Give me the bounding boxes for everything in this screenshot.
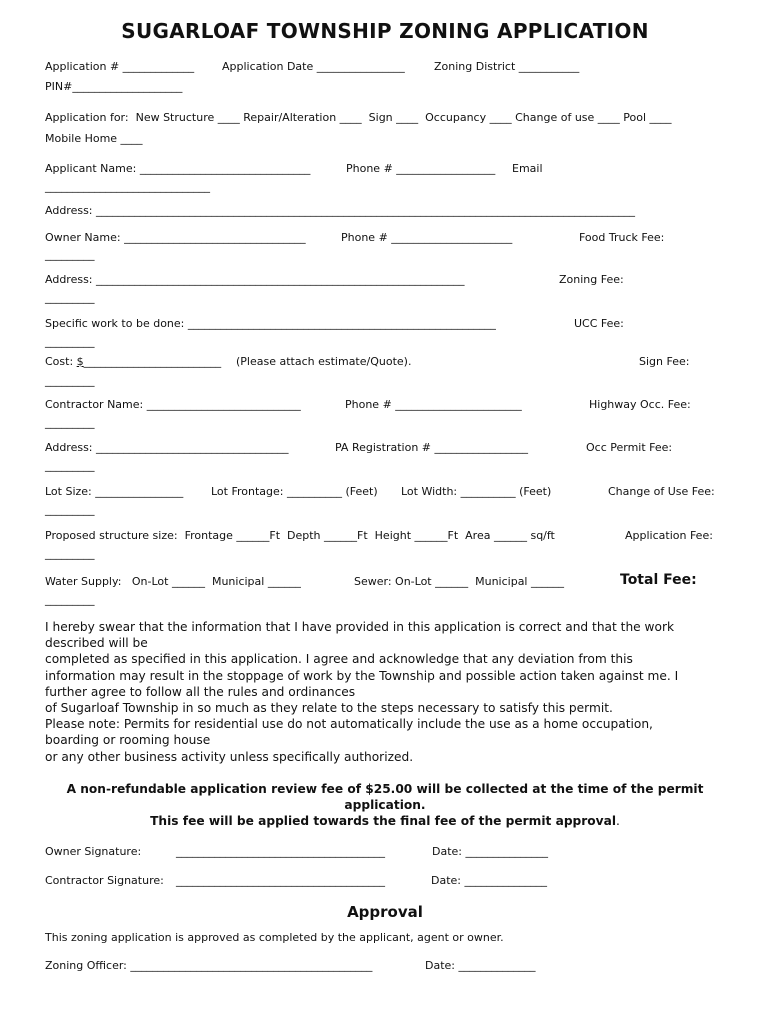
statement-line: I hereby swear that the information that I have provided in this application is correct and that the work xyxy=(45,620,675,634)
ucc-fee-field[interactable]: _________ xyxy=(45,335,95,348)
statement-line: or any other business activity unless specifically authorized. xyxy=(45,749,414,764)
cost-dollar-sign: $ xyxy=(76,355,84,368)
contractor-phone-field[interactable]: Phone # _______________________ xyxy=(345,398,522,411)
statement-line: information may result in the stoppage of work by the Township and possible action taken against me. I xyxy=(45,668,679,683)
applicant-email-label: Email xyxy=(512,162,543,175)
cost-input-line[interactable]: _________________________ xyxy=(83,355,222,368)
pin-field[interactable]: PIN#____________________ xyxy=(45,80,183,93)
statement-line: completed as specified in this application. I agree and acknowledge that any deviation from this xyxy=(45,652,633,667)
total-fee-label: Total Fee: xyxy=(620,572,697,588)
sewer-field[interactable]: Sewer: On-Lot ______ Municipal ______ xyxy=(354,575,564,588)
occ-permit-fee-field[interactable]: _________ xyxy=(45,459,95,472)
cost-label: Cost: xyxy=(45,355,77,368)
application-date-field[interactable]: Application Date ________________ xyxy=(222,60,405,73)
fee-notice-line: A non-refundable application review fee of $25.00 will be collected at the time of the permit xyxy=(66,782,704,796)
applicant-phone-field[interactable]: Phone # __________________ xyxy=(346,162,496,175)
application-fee-field[interactable]: _________ xyxy=(45,547,95,560)
zoning-officer-date-field[interactable]: Date: ______________ xyxy=(425,959,536,972)
application-fee-label: Application Fee: xyxy=(625,529,713,542)
zoning-district-field[interactable]: Zoning District ___________ xyxy=(434,60,580,73)
owner-address-field[interactable]: Address: ___________________________________________________________________ xyxy=(45,273,465,286)
contractor-signature-date-field[interactable]: Date: _______________ xyxy=(431,874,547,887)
change-of-use-fee-label: Change of Use Fee: xyxy=(608,485,715,498)
contractor-name-field[interactable]: Contractor Name: ____________________________ xyxy=(45,398,301,411)
specific-work-field[interactable]: Specific work to be done: ________________________________________________________ xyxy=(45,317,496,330)
application-for-options[interactable]: Application for: New Structure ____ Repair/Alteration ____ Sign ____ Occupancy ____ Change of use ____ Pool ____ xyxy=(45,111,672,124)
water-supply-field[interactable]: Water Supply: On-Lot ______ Municipal ______ xyxy=(45,575,301,588)
food-truck-fee-label: Food Truck Fee: xyxy=(579,231,665,244)
cost-field[interactable] xyxy=(45,355,221,368)
applicant-name-field[interactable]: Applicant Name: _______________________________ xyxy=(45,162,311,175)
sign-fee-field[interactable]: _________ xyxy=(45,374,95,387)
cost-note: (Please attach estimate/Quote). xyxy=(236,355,412,368)
contractor-signature-field[interactable]: ______________________________________ xyxy=(176,874,385,887)
lot-width-field[interactable]: Lot Width: __________ (Feet) xyxy=(401,485,552,498)
fee-notice-line xyxy=(45,813,725,829)
sign-fee-label: Sign Fee: xyxy=(639,355,690,368)
highway-occ-fee-label: Highway Occ. Fee: xyxy=(589,398,691,411)
approval-text: This zoning application is approved as completed by the applicant, agent or owner. xyxy=(45,931,504,944)
change-of-use-fee-field[interactable]: _________ xyxy=(45,503,95,516)
proposed-structure-size-field[interactable]: Proposed structure size: Frontage ______Ft Depth ______Ft Height ______Ft Area ______ sq/ft xyxy=(45,529,555,542)
owner-phone-field[interactable]: Phone # ______________________ xyxy=(341,231,513,244)
occ-permit-fee-label: Occ Permit Fee: xyxy=(586,441,673,454)
applicant-address-field[interactable]: Address: __________________________________________________________________________________________________ xyxy=(45,204,636,217)
approval-heading: Approval xyxy=(347,903,423,921)
zoning-fee-field[interactable]: _________ xyxy=(45,291,95,304)
zoning-fee-label: Zoning Fee: xyxy=(559,273,624,286)
food-truck-fee-field[interactable]: _________ xyxy=(45,248,95,261)
zoning-officer-signature-field[interactable]: Zoning Officer: ____________________________________________ xyxy=(45,959,373,972)
fee-notice-text: This fee will be applied towards the final fee of the permit approval xyxy=(150,814,617,828)
fee-notice-period: . xyxy=(616,814,620,828)
statement-line: Please note: Permits for residential use do not automatically include the use as a home occupation, xyxy=(45,717,653,732)
statement-line: further agree to follow all the rules and ordinances xyxy=(45,684,356,699)
pa-registration-field[interactable]: PA Registration # _________________ xyxy=(335,441,528,454)
lot-size-field[interactable]: Lot Size: ________________ xyxy=(45,485,184,498)
statement-line: of Sugarloaf Township in so much as they relate to the steps necessary to satisfy this permit. xyxy=(45,701,613,716)
owner-signature-label: Owner Signature: xyxy=(45,845,142,858)
owner-signature-date-field[interactable]: Date: _______________ xyxy=(432,845,548,858)
lot-frontage-field[interactable]: Lot Frontage: __________ (Feet) xyxy=(211,485,378,498)
statement-line: boarding or rooming house xyxy=(45,733,211,748)
owner-signature-field[interactable]: ______________________________________ xyxy=(176,845,385,858)
total-fee-field[interactable]: _________ xyxy=(45,593,95,606)
page-title: SUGARLOAF TOWNSHIP ZONING APPLICATION xyxy=(121,19,649,43)
sworn-statement xyxy=(45,619,735,765)
mobile-home-option[interactable]: Mobile Home ____ xyxy=(45,132,143,145)
fee-notice-line: application. xyxy=(344,798,426,812)
statement-line: described will be xyxy=(45,636,148,651)
contractor-address-field[interactable]: Address: ___________________________________ xyxy=(45,441,289,454)
highway-occ-fee-field[interactable]: _________ xyxy=(45,416,95,429)
applicant-email-field[interactable]: ______________________________ xyxy=(45,180,210,193)
application-number-field[interactable]: Application # _____________ xyxy=(45,60,195,73)
contractor-signature-label: Contractor Signature: xyxy=(45,874,164,887)
owner-name-field[interactable]: Owner Name: _________________________________ xyxy=(45,231,306,244)
ucc-fee-label: UCC Fee: xyxy=(574,317,624,330)
